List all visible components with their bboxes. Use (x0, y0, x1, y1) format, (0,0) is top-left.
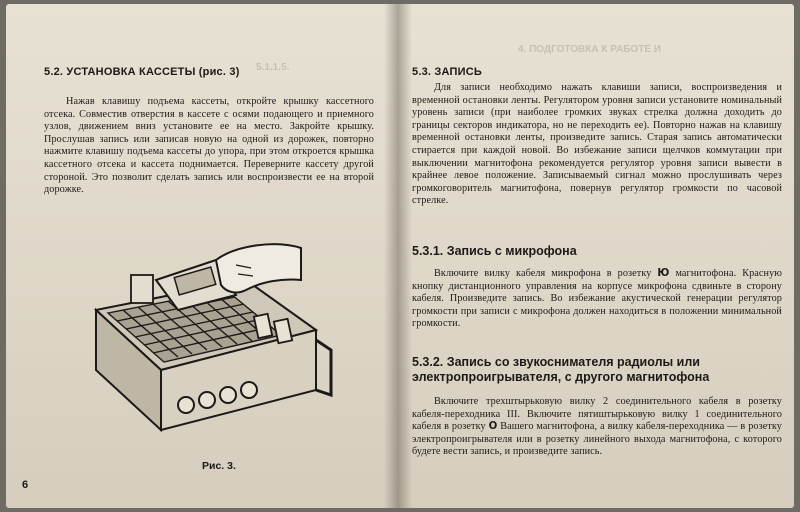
line-input-paragraph (412, 396, 782, 459)
din-socket-icon: О (488, 421, 498, 433)
section-heading-5-3: 5.3. ЗАПИСЬ (412, 66, 482, 78)
figure-caption: Рис. 3. (202, 460, 236, 472)
microphone-socket-icon: Ю (657, 268, 670, 279)
line-input-text-after: Вашего магнитофона, а вилку кабеля-переходника — в розетку электропроигрывателя или в розетку линейного выхода магнитофона, с которого будете вести запись, и произведите запись. (412, 421, 782, 458)
right-page: 4. ПОДГОТОВКА К РАБОТЕ И 5.3. ЗАПИСЬ Для записи необходимо нажать клавиши записи, воспроизведения и временной остановки ленты. Регулятором уровня записи установите номинальный уровень записи (при наиболее громких звуках стрелка должна доходить до границы секторов индикатора, но не переходить ее). Повторно нажав на клавишу временной остановки ленты, произведите запись. Старая запись автоматически стирается при каждой новой. Во избежание записи щелчков коммутации при выключении магнитофона рекомендуется регулятор уровня записи вывести в крайнее левое положение. Записываемый сигнал можно прослушивать через громкоговоритель магнитофона, повернув регулятор громкости по часовой стрелке. 5.3.1. Запись с микрофона Включите вилку кабеля микрофона в розетку Ю магнитофона. Красную кнопку дистанционного управления на корпусе микрофона сдвиньте в сторону кабеля. Произведите запись. Во избежание акустической генерации регулятор громкости при записи с микрофона должен находиться в положении минимальной громкости. 5.3.2. Запись со звукоснимателя радиолы или электропроигрывателя, с другого магнитофона Включите трехштырьковую вилку 2 соединительного кабеля в розетку кабеля-переходника III. Включите пятиштырьковую вилку 1 соединительного кабеля в розетку О Вашего магнитофона, а вилку кабеля-переходника — в розетку электропроигрывателя или в розетку линейного выхода магнитофона, с которого будете вести запись, и произведите запись. (398, 4, 794, 508)
page-number: 6 (22, 479, 29, 491)
section-heading-5-3-1: 5.3.1. Запись с микрофона (412, 244, 577, 258)
recording-paragraph: Для записи необходимо нажать клавиши записи, воспроизведения и временной остановки ленты. Регулятором уровня записи установите номинальный уровень записи (при наиболее громких звуках стрелка должна доходить до границы секторов индикатора, но не переходить ее). Повторно нажав на клавишу временной остановки ленты, произведите запись. Старая запись автоматически стирается при каждой новой. Во избежание записи щелчков коммутации при выключении магнитофона рекомендуется регулятор уровня записи вывести в крайнее левое положение. Записываемый сигнал можно прослушивать через громкоговоритель магнитофона, повернув регулятор громкости по часовой стрелке. (412, 82, 782, 207)
left-page: 5.1.1.5. 5.2. УСТАНОВКА КАССЕТЫ (рис. 3) Нажав клавишу подъема кассеты, откройте крышку кассетного отсека. Совместив отверстия в кассете с осями подающего и приемного узлов, движением вниз установите ее на место. Закройте крышку. Прослушав запись или записав новую на одной из дорожек, повторно нажмите клавишу подъема кассеты до упора, при этом откроется крышка кассетного отсека и кассета поднимается. Переверните кассету другой стороной. Это позволит сделать запись или воспроизвести ее на второй дорожке. Рис. 3. 6 (6, 4, 398, 508)
section-heading-5-2: 5.2. УСТАНОВКА КАССЕТЫ (рис. 3) (44, 66, 240, 78)
section-heading-5-3-2: 5.3.2. Запись со звукоснимателя радиолы или электропроигрывателя, с другого магнитофона (412, 355, 710, 384)
microphone-paragraph (412, 268, 782, 331)
cassette-paragraph: Нажав клавишу подъема кассеты, откройте крышку кассетного отсека. Совместив отверстия в кассете с осями подающего и приемного узлов, движением вниз установите ее на место. Закройте крышку. Прослушав запись или записав новую на одной из дорожек, повторно нажмите клавишу подъема кассеты до упора, при этом откроется крышка кассетного отсека и кассета поднимается. Переверните кассету другой стороной. Это позволит сделать запись или воспроизвести ее на второй дорожке. (44, 96, 374, 196)
cassette-recorder-illustration (86, 240, 346, 440)
microphone-text-before: Включите вилку кабеля микрофона в розетку (434, 268, 652, 279)
microphone-text-after: магнитофона. Красную кнопку дистанционного управления на корпусе микрофона сдвиньте в сторону кабеля. Произведите запись. Во избежание акустической генерации регулятор громкости при записи с микрофона должен находиться в положении минимальной громкости. (412, 268, 782, 330)
book-gutter (384, 4, 412, 508)
line-input-text-before: Включите трехштырьковую вилку 2 соединительного кабеля в розетку кабеля-переходника III. Включите пятиштырьковую вилку 1 соединительного кабеля в розетку (412, 396, 782, 433)
